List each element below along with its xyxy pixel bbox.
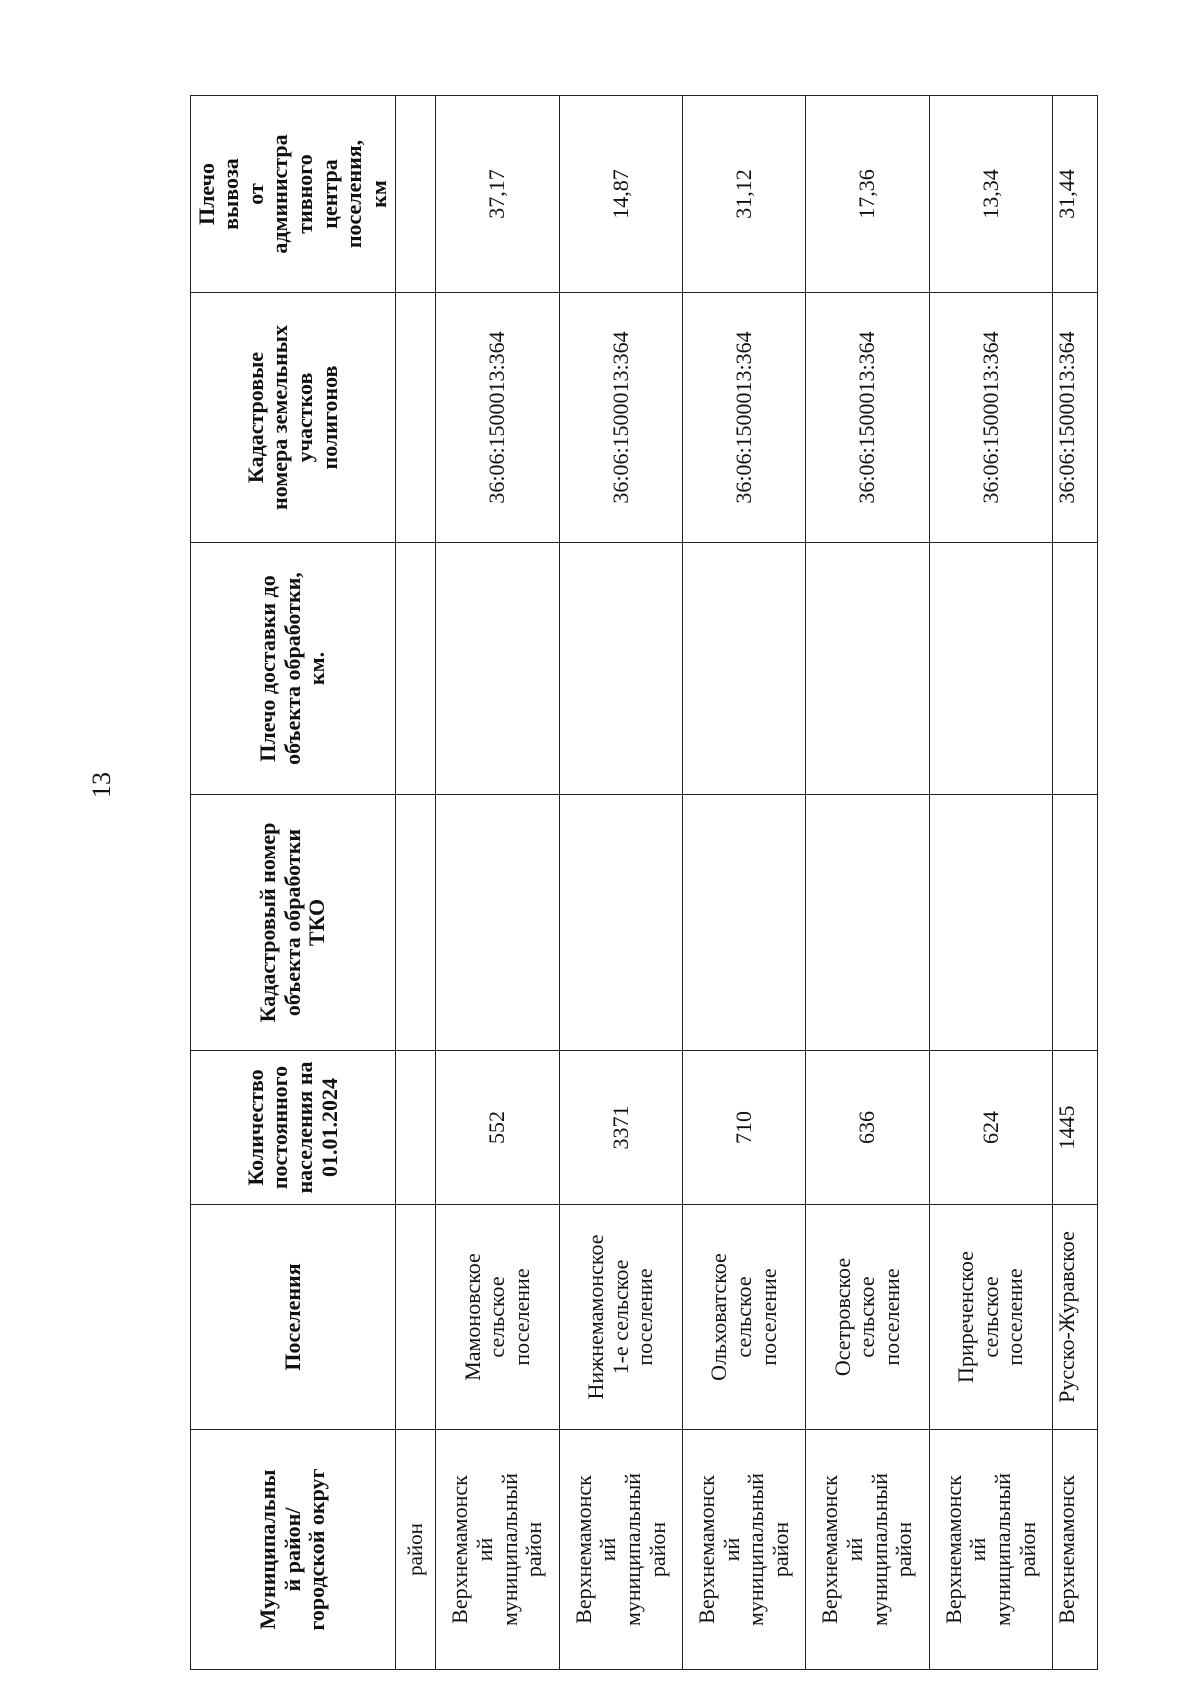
table-cell-delivery-distance [929, 543, 1052, 795]
table-cell-landfill-number: 36:06:1500013:364 [1053, 293, 1098, 543]
table-cell-district: Верхнемамонск ий муниципальный район [806, 1430, 929, 1670]
table-cell-settlement: Приреченское сельское поселение [929, 1205, 1052, 1430]
table-cell-removal-distance: 37,17 [436, 96, 559, 293]
table-cell-removal-distance: 13,34 [929, 96, 1052, 293]
table-cell [396, 543, 436, 795]
table-cell-processing-number [559, 795, 682, 1051]
table-cell-district: Верхнемамонск ий муниципальный район [929, 1430, 1052, 1670]
table-row [436, 96, 559, 1670]
settlements-table-container [190, 96, 1098, 1670]
table-cell [396, 1205, 436, 1430]
table-cell-landfill-number: 36:06:1500013:364 [559, 293, 682, 543]
header-landfill-cadastral-numbers: Кадастровые номера земельных участков полигонов [191, 293, 396, 543]
table-cell [396, 96, 436, 293]
table-cell-settlement: Осетровское сельское поселение [806, 1205, 929, 1430]
table-cell-population: 3371 [559, 1051, 682, 1205]
table-cell-removal-distance: 17,36 [806, 96, 929, 293]
table-row-partial [1053, 96, 1098, 1670]
table-cell-population: 1445 [1053, 1051, 1098, 1205]
table-cell-landfill-number: 36:06:1500013:364 [436, 293, 559, 543]
table-cell-settlement: Нижнемамонское 1-е сельское поселение [559, 1205, 682, 1430]
header-delivery-distance: Плечо доставки до объекта обработки, км. [191, 543, 396, 795]
table-cell-landfill-number: 36:06:1500013:364 [806, 293, 929, 543]
table-row [806, 96, 929, 1670]
table-cell [396, 293, 436, 543]
table-cell-landfill-number: 36:06:1500013:364 [929, 293, 1052, 543]
header-municipal-district: Муниципальны й район/ городской округ [191, 1430, 396, 1670]
table-cell-settlement: Мамоновское сельское поселение [436, 1205, 559, 1430]
table-cell-district: Верхнемамонск ий муниципальный район [683, 1430, 806, 1670]
header-population: Количество постоянного населения на 01.01.2024 [191, 1051, 396, 1205]
table-cell-district: Верхнемамонск ий муниципальный район [559, 1430, 682, 1670]
table-cell-settlement: Ольховатское сельское поселение [683, 1205, 806, 1430]
table-row-continuation [396, 96, 436, 1670]
table-cell-district: Верхнемамонск ий муниципальный район [436, 1430, 559, 1670]
table-header-row [191, 96, 396, 1670]
header-processing-cadastral-number: Кадастровый номер объекта обработки ТКО [191, 795, 396, 1051]
table-cell-settlement: Русско-Журавское [1053, 1205, 1098, 1430]
table-cell-delivery-distance [683, 543, 806, 795]
header-settlements: Поселения [191, 1205, 396, 1430]
page-number: 13 [87, 772, 116, 798]
table-row [559, 96, 682, 1670]
table-cell: район [396, 1430, 436, 1670]
table-cell-population: 552 [436, 1051, 559, 1205]
table-cell-delivery-distance [436, 543, 559, 795]
table-cell-population: 624 [929, 1051, 1052, 1205]
header-removal-distance: Плечо вывоза от администра тивного центра поселения, км [191, 96, 396, 293]
table-cell-delivery-distance [559, 543, 682, 795]
table-cell-delivery-distance [806, 543, 929, 795]
table-cell-delivery-distance [1053, 543, 1098, 795]
table-row [683, 96, 806, 1670]
settlements-table [190, 95, 1098, 1670]
table-cell-processing-number [929, 795, 1052, 1051]
table-cell-population: 636 [806, 1051, 929, 1205]
table-cell [396, 1051, 436, 1205]
table-cell-processing-number [683, 795, 806, 1051]
table-cell [396, 795, 436, 1051]
table-cell-processing-number [1053, 795, 1098, 1051]
table-cell-district: Верхнемамонск [1053, 1430, 1098, 1670]
table-cell-population: 710 [683, 1051, 806, 1205]
table-cell-landfill-number: 36:06:1500013:364 [683, 293, 806, 543]
table-cell-removal-distance: 14,87 [559, 96, 682, 293]
table-cell-removal-distance: 31,12 [683, 96, 806, 293]
table-row [929, 96, 1052, 1670]
table-cell-processing-number [436, 795, 559, 1051]
table-cell-processing-number [806, 795, 929, 1051]
table-cell-removal-distance: 31,44 [1053, 96, 1098, 293]
